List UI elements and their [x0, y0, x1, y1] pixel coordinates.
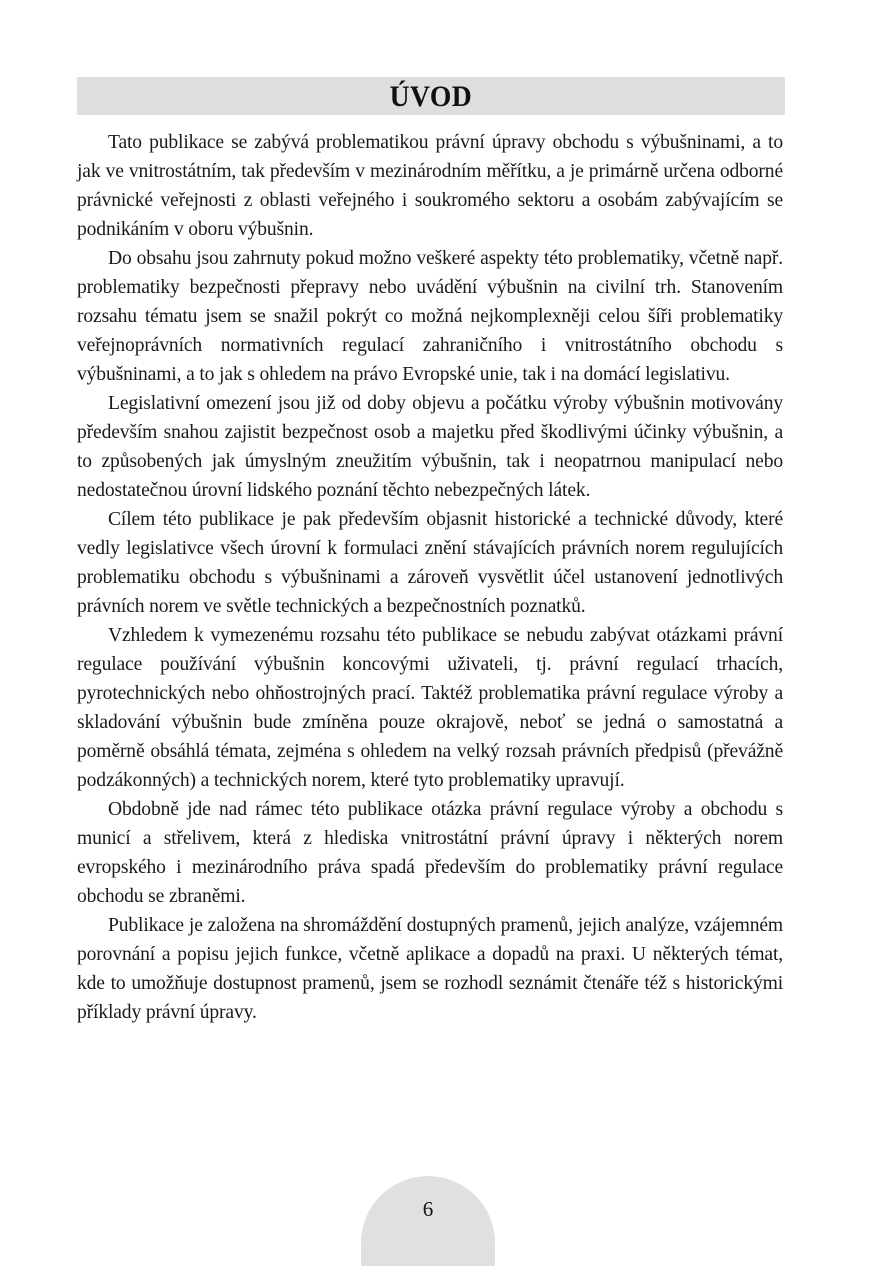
page-number-tab	[361, 1176, 495, 1266]
paragraph: Legislativní omezení jsou již od doby objevu a počátku výroby výbušnin motivovány především snahou zajistit bezpečnost osob a majetku před škodlivými účinky výbušnin, a to způsobených jak úmyslným zneužitím výbušnin, tak i neopatrnou manipulací nebo nedostatečnou úrovní lidského poznání těchto nebezpečných látek.	[77, 393, 783, 501]
paragraph: Cílem této publikace je pak především objasnit historické a technické důvody, které vedly legislativce všech úrovní k formulaci znění stávajících právních norem regulujících problematiku obchodu s výbušninami a zároveň vysvětlit účel ustanovení jednotlivých právních norem ve světle technických a bezpečnostních poznatků.	[77, 509, 783, 617]
paragraph: Vzhledem k vymezenému rozsahu této publikace se nebudu zabývat otázkami právní regulace používání výbušnin koncovými uživateli, tj. právní regulací trhacích, pyrotechnických nebo ohňostrojných prací. Taktéž problematika právní regulace výroby a skladování výbušnin bude zmíněna pouze okrajově, neboť se jedná o samostatná a poměrně obsáhlá témata, zejména s ohledem na velký rozsah právních předpisů (převážně podzákonných) a technických norem, které tyto problematiky upravují.	[77, 625, 783, 791]
paragraph: Do obsahu jsou zahrnuty pokud možno veškeré aspekty této problematiky, včetně např. problematiky bezpečnosti přepravy nebo uvádění výbušnin na civilní trh. Stanovením rozsahu tématu jsem se snažil pokrýt co možná nejkomplexněji celou šíři problematiky veřejnoprávních normativních regulací zahraničního i vnitrostátního obchodu s výbušninami, a to jak s ohledem na právo Evropské unie, tak i na domácí legislativu.	[77, 248, 783, 385]
body-text	[77, 128, 783, 1027]
chapter-heading-bar	[77, 77, 785, 115]
chapter-title: ÚVOD	[389, 80, 473, 113]
paragraph: Publikace je založena na shromáždění dostupných pramenů, jejich analýze, vzájemném porovnání a popisu jejich funkce, včetně aplikace a dopadů na praxi. U některých témat, kde to umožňuje dostupnost pramenů, jsem se rozhodl seznámit čtenáře též s historickými příklady právní úpravy.	[77, 915, 783, 1023]
paragraph: Obdobně jde nad rámec této publikace otázka právní regulace výroby a obchodu s municí a střelivem, která z hlediska vnitrostátní právní úpravy i některých norem evropského i mezinárodního práva spadá především do problematiky právní regulace obchodu se zbraněmi.	[77, 799, 783, 907]
page-number: 6	[422, 1197, 434, 1221]
paragraph: Tato publikace se zabývá problematikou právní úpravy obchodu s výbušninami, a to jak ve vnitrostátním, tak především v mezinárodním měřítku, a je primárně určena odborné právnické veřejnosti z oblasti veřejného i soukromého sektoru a osobám zabývajícím se podnikáním v oboru výbušnin.	[77, 132, 783, 240]
